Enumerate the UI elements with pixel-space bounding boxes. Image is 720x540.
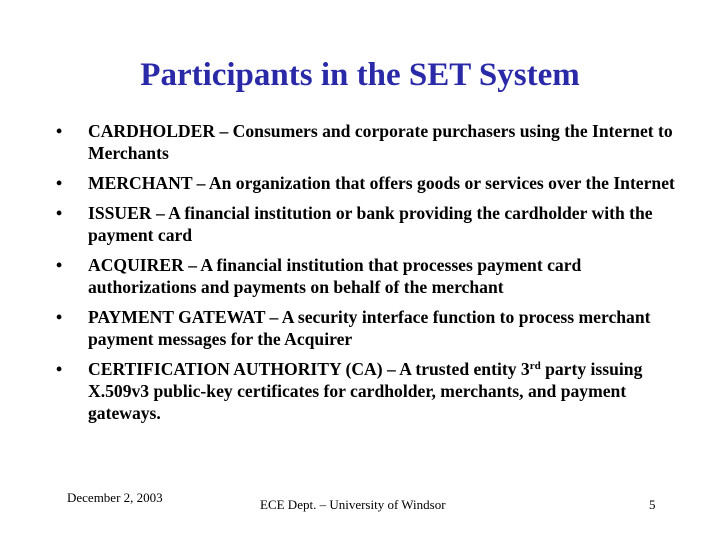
bullet-item bbox=[56, 120, 676, 164]
bullet-text-ca-before: CERTIFICATION AUTHORITY (CA) – A trusted entity 3 bbox=[88, 359, 530, 379]
bullet-icon: • bbox=[56, 121, 63, 141]
bullet-item bbox=[56, 172, 676, 194]
bullet-icon: • bbox=[56, 359, 63, 379]
bullet-icon: • bbox=[56, 255, 63, 275]
bullet-text-ca bbox=[88, 359, 642, 423]
bullet-text-acquirer: ACQUIRER – A financial institution that processes payment card authorizations and payments on behalf of the merchant bbox=[88, 255, 582, 297]
bullet-text-merchant: MERCHANT – An organization that offers goods or services over the Internet bbox=[88, 173, 675, 193]
bullet-icon: • bbox=[56, 203, 63, 223]
footer-department: ECE Dept. – University of Windsor bbox=[260, 497, 446, 512]
slide-title: Participants in the SET System bbox=[140, 57, 580, 93]
footer-date: December 2, 2003 bbox=[67, 490, 163, 505]
bullet-item bbox=[56, 254, 676, 298]
bullet-item bbox=[56, 202, 676, 246]
bullet-item bbox=[56, 358, 676, 424]
bullet-text-issuer: ISSUER – A financial institution or bank providing the cardholder with the payment card bbox=[88, 203, 653, 245]
bullet-text-ca-after: party issuing X.509v3 public-key certificates for cardholder, merchants, and payment gateways. bbox=[88, 359, 643, 423]
page-number: 5 bbox=[649, 497, 656, 512]
bullet-icon: • bbox=[56, 307, 63, 327]
ordinal-superscript: rd bbox=[529, 360, 541, 372]
bullet-list bbox=[56, 120, 676, 432]
bullet-text-payment-gateway: PAYMENT GATEWAT – A security interface function to process merchant payment messages for the Acquirer bbox=[88, 307, 651, 349]
bullet-icon: • bbox=[56, 173, 63, 193]
bullet-item bbox=[56, 306, 676, 350]
bullet-text-cardholder: CARDHOLDER – Consumers and corporate purchasers using the Internet to Merchants bbox=[88, 121, 673, 163]
